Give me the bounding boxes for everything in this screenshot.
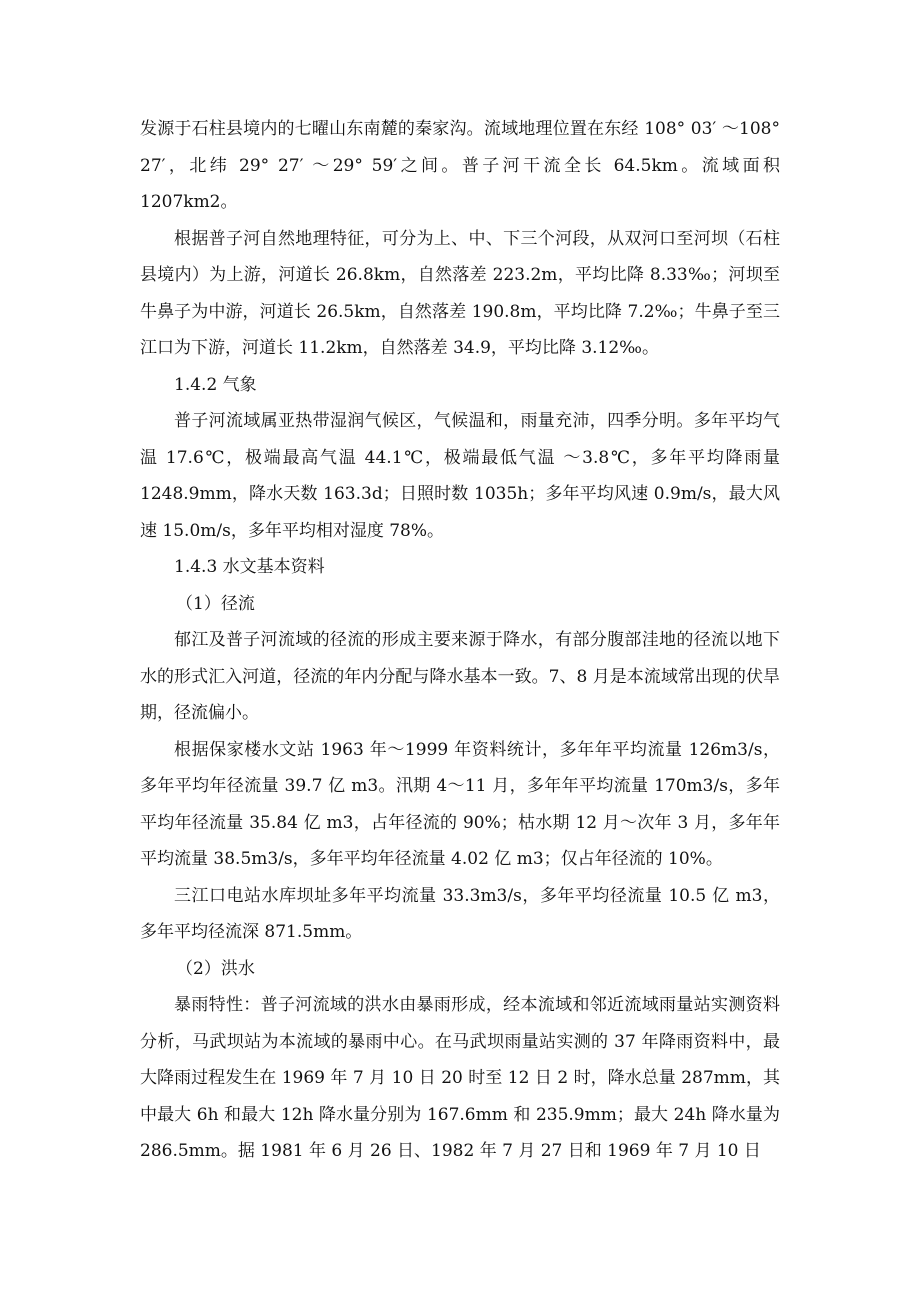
paragraph-runoff-statistics: 根据保家楼水文站 1963 年～1999 年资料统计，多年年平均流量 126m3/s，多年平均年径流量 39.7 亿 m3。汛期 4～11 月，多年年平均流量 170m3/s，多年平均年径流量 35.84 亿 m3，占年径流的 90%；枯水期 12 月～次年 3 月，多年年平均流量 38.5m3/s，多年平均年径流量 4.02 亿 m3；仅占年径流的 10%。 (140, 739, 780, 869)
paragraph-rainstorm: 暴雨特性：普子河流域的洪水由暴雨形成，经本流域和邻近流域雨量站实测资料分析，马武坝站为本流域的暴雨中心。在马武坝雨量站实测的 37 年降雨资料中，最大降雨过程发生在 1969 年 7 月 10 日 20 时至 12 日 2 时，降水总量 287mm，其中最大 6h 和最大 12h 降水量分别为 167.6mm 和 235.9mm；最大 24h 降水量为 286.5mm。据 1981 年 6 月 26 日、1982 年 7 月 27 日和 1969 年 7 月 10 日 (140, 995, 780, 1161)
document-page (140, 111, 780, 1170)
section-heading-hydrology: 1.4.3 水文基本资料 (174, 557, 325, 577)
subheading-runoff: （1）径流 (176, 593, 255, 614)
subheading-flood: （2）洪水 (176, 958, 255, 979)
paragraph-climate: 普子河流域属亚热带湿润气候区，气候温和，雨量充沛，四季分明。多年平均气温 17.6℃，极端最高气温 44.1℃，极端最低气温 ～3.8℃，多年平均降雨量 1248.9mm，降水天数 163.3d；日照时数 1035h；多年平均风速 0.9m/s，最大风速 15.0m/s，多年平均相对湿度 78%。 (140, 411, 780, 541)
paragraph-dam-flow: 三江口电站水库坝址多年平均流量 33.3m3/s，多年平均径流量 10.5 亿 m3，多年平均径流深 871.5mm。 (140, 885, 780, 942)
section-heading-climate: 1.4.2 气象 (174, 374, 257, 395)
paragraph-river-segments: 根据普子河自然地理特征，可分为上、中、下三个河段，从双河口至河坝（石柱县境内）为上游，河道长 26.8km，自然落差 223.2m，平均比降 8.33‰；河坝至牛鼻子为中游，河道长 26.5km，自然落差 190.8m，平均比降 7.2‰；牛鼻子至三江口为下游，河道长 11.2km，自然落差 34.9，平均比降 3.12‰。 (140, 228, 780, 358)
paragraph-basin-location: 发源于石柱县境内的七曜山东南麓的秦家沟。流域地理位置在东经 108° 03′ ～108° 27′，北纬 29° 27′ ～29° 59′之间。普子河干流全长 64.5km。流域面积 1207km2。 (140, 119, 780, 212)
paragraph-runoff-source: 郁江及普子河流域的径流的形成主要来源于降水，有部分腹部洼地的径流以地下水的形式汇入河道，径流的年内分配与降水基本一致。7、8 月是本流域常出现的伏旱期，径流偏小。 (140, 630, 780, 723)
